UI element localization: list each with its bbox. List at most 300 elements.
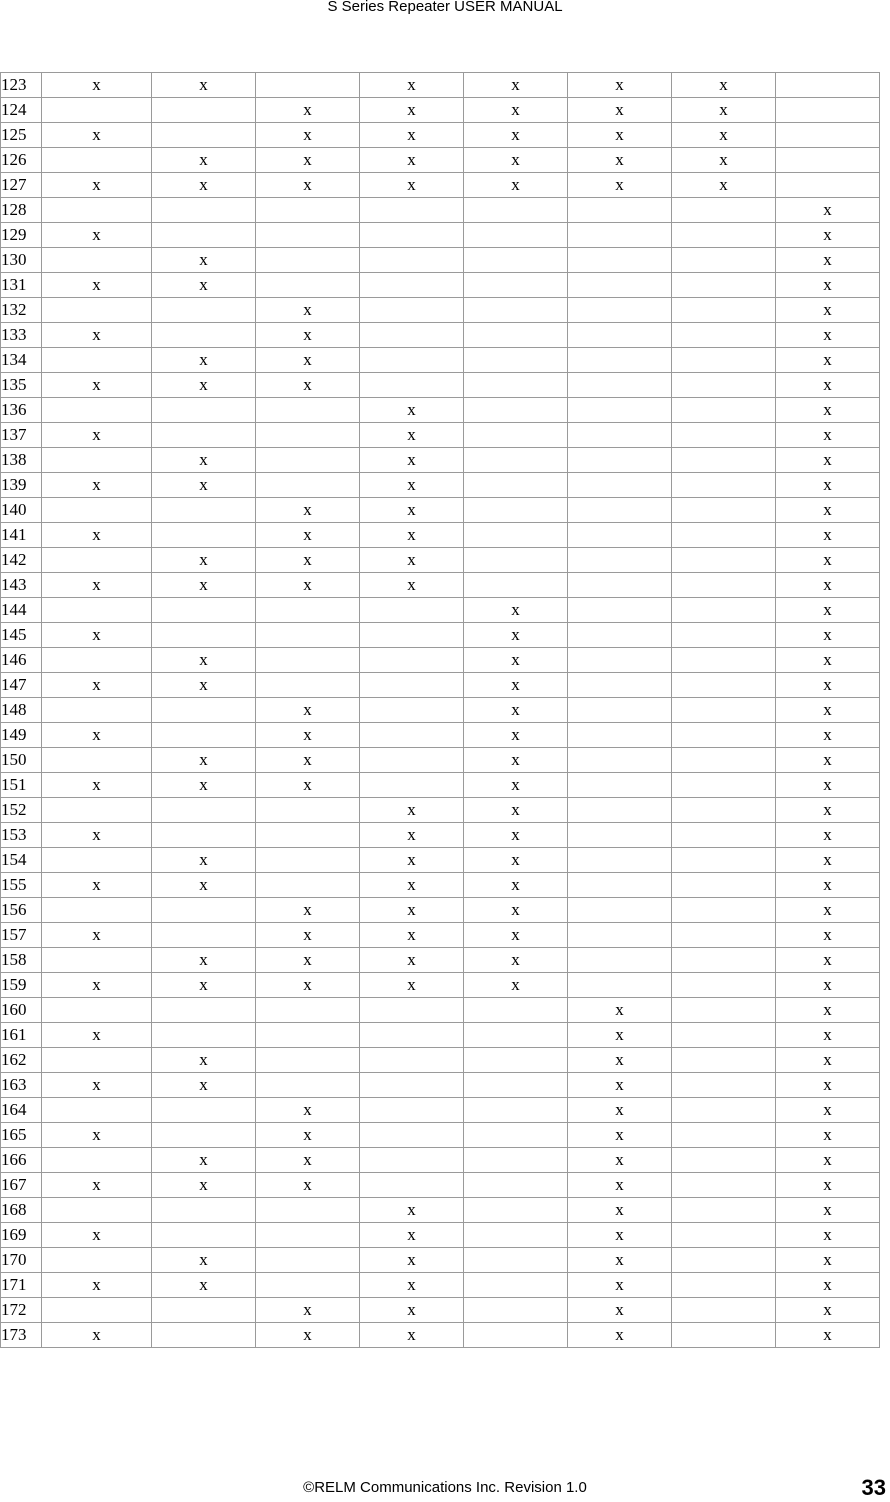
- table-cell: x: [152, 1248, 256, 1273]
- table-cell: x: [672, 123, 776, 148]
- row-number: 142: [1, 548, 42, 573]
- table-cell: [672, 1123, 776, 1148]
- table-cell: [256, 423, 360, 448]
- table-cell: x: [256, 1173, 360, 1198]
- table-cell: x: [568, 148, 672, 173]
- table-cell: [42, 448, 152, 473]
- copyright-text: ©RELM Communications Inc. Revision 1.0: [303, 1479, 587, 1496]
- table-cell: [152, 623, 256, 648]
- table-cell: [256, 198, 360, 223]
- table-cell: x: [568, 123, 672, 148]
- table-cell: x: [152, 473, 256, 498]
- table-row: [1, 398, 880, 423]
- table-row: [1, 1323, 880, 1348]
- table-cell: [256, 1273, 360, 1298]
- table-cell: x: [42, 373, 152, 398]
- table-cell: [42, 748, 152, 773]
- table-row: [1, 148, 880, 173]
- table-cell: x: [464, 923, 568, 948]
- table-cell: [256, 1223, 360, 1248]
- table-cell: [360, 273, 464, 298]
- table-row: [1, 98, 880, 123]
- table-cell: x: [360, 1248, 464, 1273]
- table-cell: [568, 673, 672, 698]
- table-cell: [256, 398, 360, 423]
- table-cell: x: [42, 173, 152, 198]
- table-row: [1, 198, 880, 223]
- table-cell: x: [568, 1323, 672, 1348]
- row-number: 135: [1, 373, 42, 398]
- row-number: 144: [1, 598, 42, 623]
- table-cell: x: [360, 823, 464, 848]
- table-cell: x: [152, 748, 256, 773]
- table-cell: x: [464, 173, 568, 198]
- table-cell: x: [464, 123, 568, 148]
- table-cell: [360, 298, 464, 323]
- table-row: [1, 923, 880, 948]
- table-cell: x: [568, 1173, 672, 1198]
- table-cell: [464, 1123, 568, 1148]
- table-cell: [672, 873, 776, 898]
- table-row: [1, 823, 880, 848]
- table-cell: [360, 998, 464, 1023]
- table-cell: [256, 1073, 360, 1098]
- table-cell: x: [360, 473, 464, 498]
- table-cell: [256, 448, 360, 473]
- table-cell: [42, 98, 152, 123]
- row-number: 165: [1, 1123, 42, 1148]
- table-cell: x: [568, 1073, 672, 1098]
- table-cell: [42, 348, 152, 373]
- table-cell: [42, 148, 152, 173]
- table-cell: x: [42, 673, 152, 698]
- table-cell: x: [464, 823, 568, 848]
- table-cell: [42, 948, 152, 973]
- row-number: 147: [1, 673, 42, 698]
- table-cell: [464, 1173, 568, 1198]
- table-cell: [152, 723, 256, 748]
- row-number: 157: [1, 923, 42, 948]
- table-cell: x: [776, 1048, 880, 1073]
- table-cell: [568, 498, 672, 523]
- table-cell: x: [42, 1223, 152, 1248]
- table-cell: x: [776, 548, 880, 573]
- table-cell: [256, 623, 360, 648]
- table-cell: [256, 248, 360, 273]
- table-cell: x: [152, 948, 256, 973]
- page-number: 33: [861, 1475, 886, 1500]
- table-cell: x: [42, 923, 152, 948]
- table-cell: x: [360, 798, 464, 823]
- table-cell: x: [776, 698, 880, 723]
- table-cell: x: [42, 73, 152, 98]
- table-cell: [256, 598, 360, 623]
- table-cell: x: [776, 398, 880, 423]
- table-cell: [152, 923, 256, 948]
- row-number: 154: [1, 848, 42, 873]
- table-cell: [672, 723, 776, 748]
- row-number: 139: [1, 473, 42, 498]
- table-cell: [42, 198, 152, 223]
- row-number: 123: [1, 73, 42, 98]
- row-number: 163: [1, 1073, 42, 1098]
- table-cell: x: [360, 1273, 464, 1298]
- table-cell: x: [360, 548, 464, 573]
- page-header: S Series Repeater USER MANUAL: [327, 0, 563, 15]
- table-cell: x: [672, 148, 776, 173]
- table-cell: [42, 398, 152, 423]
- table-cell: [256, 673, 360, 698]
- table-cell: x: [464, 848, 568, 873]
- table-cell: x: [360, 898, 464, 923]
- table-cell: x: [42, 1073, 152, 1098]
- table-cell: [464, 323, 568, 348]
- table-cell: [672, 973, 776, 998]
- table-cell: x: [776, 1098, 880, 1123]
- table-cell: x: [568, 1098, 672, 1123]
- table-cell: [568, 823, 672, 848]
- table-cell: [152, 1023, 256, 1048]
- table-cell: [256, 798, 360, 823]
- table-cell: x: [776, 423, 880, 448]
- row-number: 126: [1, 148, 42, 173]
- table-cell: [152, 198, 256, 223]
- table-cell: [464, 548, 568, 573]
- row-number: 124: [1, 98, 42, 123]
- table-cell: [464, 998, 568, 1023]
- table-cell: [568, 423, 672, 448]
- table-cell: [672, 823, 776, 848]
- table-cell: [464, 473, 568, 498]
- row-number: 158: [1, 948, 42, 973]
- table-cell: [256, 473, 360, 498]
- table-cell: [568, 348, 672, 373]
- table-cell: x: [776, 1023, 880, 1048]
- table-cell: [42, 548, 152, 573]
- table-cell: [776, 123, 880, 148]
- table-row: [1, 298, 880, 323]
- table-cell: x: [256, 1098, 360, 1123]
- table-cell: [568, 948, 672, 973]
- table-row: [1, 223, 880, 248]
- table-cell: x: [152, 548, 256, 573]
- table-cell: x: [256, 548, 360, 573]
- table-cell: x: [464, 623, 568, 648]
- table-cell: [672, 1023, 776, 1048]
- table-cell: x: [360, 923, 464, 948]
- table-row: [1, 423, 880, 448]
- table-cell: x: [42, 873, 152, 898]
- row-number: 149: [1, 723, 42, 748]
- table-cell: x: [464, 948, 568, 973]
- table-cell: x: [776, 198, 880, 223]
- table-cell: [464, 523, 568, 548]
- table-cell: [672, 848, 776, 873]
- table-row: [1, 498, 880, 523]
- table-cell: [360, 773, 464, 798]
- table-cell: [360, 648, 464, 673]
- table-cell: [776, 98, 880, 123]
- table-cell: [152, 498, 256, 523]
- table-cell: x: [464, 873, 568, 898]
- table-cell: [464, 223, 568, 248]
- table-cell: [568, 923, 672, 948]
- table-cell: x: [776, 873, 880, 898]
- table-cell: [672, 373, 776, 398]
- table-cell: x: [256, 173, 360, 198]
- table-cell: [152, 123, 256, 148]
- table-cell: x: [464, 723, 568, 748]
- table-cell: [568, 873, 672, 898]
- table-cell: x: [256, 1148, 360, 1173]
- table-cell: [464, 398, 568, 423]
- table-cell: x: [776, 773, 880, 798]
- table-cell: [42, 648, 152, 673]
- table-cell: x: [776, 598, 880, 623]
- table-cell: [464, 1048, 568, 1073]
- row-number: 129: [1, 223, 42, 248]
- table-cell: [256, 1198, 360, 1223]
- table-cell: [360, 373, 464, 398]
- row-number: 140: [1, 498, 42, 523]
- table-cell: x: [776, 673, 880, 698]
- table-cell: [672, 648, 776, 673]
- table-cell: x: [568, 1048, 672, 1073]
- row-number: 152: [1, 798, 42, 823]
- table-cell: x: [42, 773, 152, 798]
- table-cell: x: [152, 173, 256, 198]
- table-cell: x: [776, 848, 880, 873]
- table-cell: x: [360, 423, 464, 448]
- table-cell: x: [672, 173, 776, 198]
- table-cell: [360, 1148, 464, 1173]
- row-number: 173: [1, 1323, 42, 1348]
- table-cell: x: [42, 723, 152, 748]
- row-number: 138: [1, 448, 42, 473]
- table-cell: [42, 1098, 152, 1123]
- table-cell: [568, 298, 672, 323]
- table-cell: [360, 1173, 464, 1198]
- table-row: [1, 1023, 880, 1048]
- table-cell: x: [152, 248, 256, 273]
- table-cell: [42, 898, 152, 923]
- table-cell: [464, 1023, 568, 1048]
- table-cell: [42, 698, 152, 723]
- table-cell: x: [256, 498, 360, 523]
- table-cell: [152, 898, 256, 923]
- table-cell: x: [776, 1198, 880, 1223]
- table-cell: x: [256, 148, 360, 173]
- table-cell: [152, 598, 256, 623]
- table-cell: x: [464, 598, 568, 623]
- table-cell: x: [42, 573, 152, 598]
- row-number: 134: [1, 348, 42, 373]
- table-cell: x: [42, 323, 152, 348]
- table-cell: x: [360, 573, 464, 598]
- table-cell: [672, 673, 776, 698]
- table-cell: x: [464, 148, 568, 173]
- row-number: 168: [1, 1198, 42, 1223]
- row-number: 132: [1, 298, 42, 323]
- table-cell: [256, 223, 360, 248]
- table-cell: [568, 248, 672, 273]
- table-cell: [256, 273, 360, 298]
- row-number: 171: [1, 1273, 42, 1298]
- table-cell: x: [776, 923, 880, 948]
- table-cell: [464, 1073, 568, 1098]
- table-cell: [42, 498, 152, 523]
- table-cell: [464, 1323, 568, 1348]
- table-cell: [42, 248, 152, 273]
- table-cell: [256, 848, 360, 873]
- table-cell: [672, 1173, 776, 1198]
- table-row: [1, 598, 880, 623]
- table-row: [1, 323, 880, 348]
- table-cell: [152, 1198, 256, 1223]
- row-number: 146: [1, 648, 42, 673]
- table-cell: x: [42, 973, 152, 998]
- table-cell: x: [776, 498, 880, 523]
- table-cell: [672, 423, 776, 448]
- table-row: [1, 373, 880, 398]
- table-cell: [464, 248, 568, 273]
- table-cell: [672, 573, 776, 598]
- table-cell: [256, 1048, 360, 1073]
- table-cell: [152, 1098, 256, 1123]
- table-cell: x: [360, 148, 464, 173]
- code-table: [0, 72, 880, 1348]
- table-cell: x: [256, 573, 360, 598]
- table-cell: x: [42, 823, 152, 848]
- table-cell: [672, 273, 776, 298]
- table-cell: [256, 648, 360, 673]
- table-cell: x: [776, 623, 880, 648]
- table-row: [1, 348, 880, 373]
- table-cell: [568, 898, 672, 923]
- table-cell: [672, 773, 776, 798]
- table-cell: [152, 423, 256, 448]
- row-number: 155: [1, 873, 42, 898]
- table-row: [1, 798, 880, 823]
- table-cell: x: [42, 273, 152, 298]
- table-cell: x: [360, 448, 464, 473]
- row-number: 127: [1, 173, 42, 198]
- table-row: [1, 948, 880, 973]
- table-cell: x: [464, 773, 568, 798]
- table-cell: [152, 698, 256, 723]
- table-cell: x: [256, 973, 360, 998]
- table-cell: x: [256, 898, 360, 923]
- table-cell: [464, 498, 568, 523]
- table-cell: [464, 348, 568, 373]
- table-cell: [672, 1148, 776, 1173]
- table-cell: x: [776, 323, 880, 348]
- table-cell: x: [568, 1273, 672, 1298]
- table-cell: x: [42, 1323, 152, 1348]
- table-cell: [256, 73, 360, 98]
- table-cell: [672, 448, 776, 473]
- table-row: [1, 898, 880, 923]
- table-row: [1, 673, 880, 698]
- table-cell: [360, 598, 464, 623]
- table-cell: [464, 1198, 568, 1223]
- table-cell: [256, 823, 360, 848]
- table-cell: x: [152, 1148, 256, 1173]
- table-cell: [568, 623, 672, 648]
- table-cell: [152, 798, 256, 823]
- table-cell: x: [776, 1248, 880, 1273]
- row-number: 161: [1, 1023, 42, 1048]
- table-cell: x: [42, 1273, 152, 1298]
- table-row: [1, 1098, 880, 1123]
- row-number: 136: [1, 398, 42, 423]
- table-cell: x: [776, 648, 880, 673]
- table-row: [1, 848, 880, 873]
- table-cell: [360, 198, 464, 223]
- table-cell: x: [776, 898, 880, 923]
- table-cell: x: [360, 1198, 464, 1223]
- table-cell: [568, 698, 672, 723]
- table-row: [1, 1248, 880, 1273]
- table-cell: x: [776, 1298, 880, 1323]
- row-number: 148: [1, 698, 42, 723]
- table-cell: x: [256, 523, 360, 548]
- table-cell: [42, 998, 152, 1023]
- table-cell: [568, 398, 672, 423]
- row-number: 130: [1, 248, 42, 273]
- table-cell: [672, 473, 776, 498]
- table-cell: [360, 748, 464, 773]
- table-cell: [152, 523, 256, 548]
- row-number: 133: [1, 323, 42, 348]
- table-cell: x: [568, 1198, 672, 1223]
- table-cell: x: [360, 973, 464, 998]
- table-row: [1, 448, 880, 473]
- table-cell: x: [152, 773, 256, 798]
- table-cell: [360, 1073, 464, 1098]
- table-row: [1, 773, 880, 798]
- table-cell: [776, 73, 880, 98]
- table-cell: x: [568, 998, 672, 1023]
- table-cell: x: [776, 223, 880, 248]
- table-cell: x: [672, 98, 776, 123]
- table-cell: [360, 348, 464, 373]
- table-cell: x: [360, 1323, 464, 1348]
- table-cell: x: [256, 748, 360, 773]
- table-row: [1, 1173, 880, 1198]
- table-row: [1, 273, 880, 298]
- table-cell: [568, 598, 672, 623]
- row-number: 169: [1, 1223, 42, 1248]
- table-cell: x: [152, 73, 256, 98]
- table-cell: x: [360, 948, 464, 973]
- table-row: [1, 1148, 880, 1173]
- table-cell: x: [360, 398, 464, 423]
- table-cell: [42, 298, 152, 323]
- table-cell: [152, 298, 256, 323]
- table-row: [1, 248, 880, 273]
- table-cell: x: [42, 1173, 152, 1198]
- table-cell: [568, 448, 672, 473]
- table-cell: [256, 1248, 360, 1273]
- row-number: 156: [1, 898, 42, 923]
- table-cell: x: [360, 1298, 464, 1323]
- table-cell: x: [256, 948, 360, 973]
- table-cell: x: [256, 98, 360, 123]
- table-cell: x: [152, 1173, 256, 1198]
- table-cell: [776, 173, 880, 198]
- table-cell: x: [152, 648, 256, 673]
